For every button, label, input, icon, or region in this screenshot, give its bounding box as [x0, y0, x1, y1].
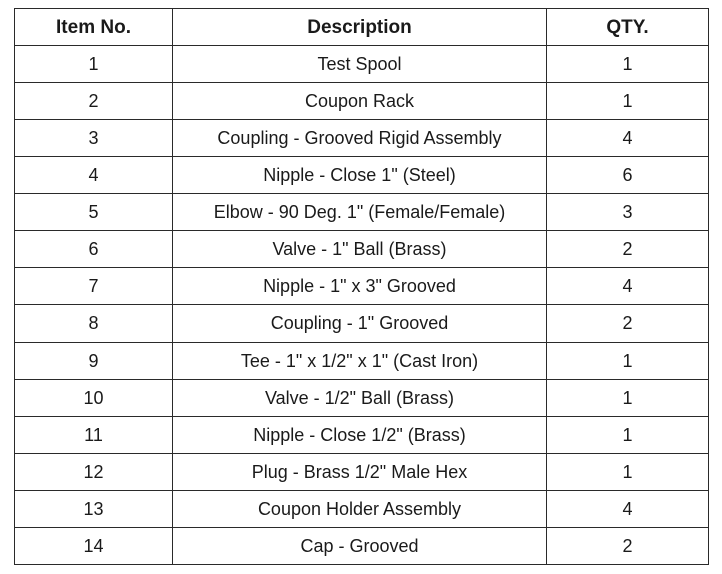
quantity-cell: 4 [547, 490, 709, 527]
item-number-cell: 14 [15, 527, 173, 564]
description-cell: Coupon Rack [173, 83, 547, 120]
quantity-cell: 1 [547, 379, 709, 416]
description-cell: Test Spool [173, 46, 547, 83]
table-header [15, 9, 709, 46]
item-number-cell: 12 [15, 453, 173, 490]
table-row [15, 453, 709, 490]
column-header-item-no: Item No. [15, 9, 173, 46]
table-body [15, 46, 709, 565]
item-number-cell: 5 [15, 194, 173, 231]
quantity-cell: 2 [547, 527, 709, 564]
description-cell: Coupling - 1" Grooved [173, 305, 547, 342]
parts-list-table [14, 8, 709, 565]
description-cell: Elbow - 90 Deg. 1" (Female/Female) [173, 194, 547, 231]
quantity-cell: 4 [547, 120, 709, 157]
table-row [15, 305, 709, 342]
table-row [15, 268, 709, 305]
item-number-cell: 10 [15, 379, 173, 416]
header-row [15, 9, 709, 46]
quantity-cell: 1 [547, 453, 709, 490]
column-header-qty: QTY. [547, 9, 709, 46]
table-row [15, 231, 709, 268]
quantity-cell: 4 [547, 268, 709, 305]
description-cell: Valve - 1/2" Ball (Brass) [173, 379, 547, 416]
item-number-cell: 6 [15, 231, 173, 268]
quantity-cell: 6 [547, 157, 709, 194]
description-cell: Nipple - Close 1/2" (Brass) [173, 416, 547, 453]
table-row [15, 157, 709, 194]
item-number-cell: 9 [15, 342, 173, 379]
table-row [15, 416, 709, 453]
description-cell: Nipple - Close 1" (Steel) [173, 157, 547, 194]
quantity-cell: 1 [547, 342, 709, 379]
description-cell: Tee - 1" x 1/2" x 1" (Cast Iron) [173, 342, 547, 379]
table-row [15, 490, 709, 527]
description-cell: Valve - 1" Ball (Brass) [173, 231, 547, 268]
quantity-cell: 1 [547, 83, 709, 120]
quantity-cell: 2 [547, 305, 709, 342]
table-row [15, 83, 709, 120]
table-row [15, 120, 709, 157]
description-cell: Cap - Grooved [173, 527, 547, 564]
description-cell: Coupon Holder Assembly [173, 490, 547, 527]
quantity-cell: 2 [547, 231, 709, 268]
column-header-description: Description [173, 9, 547, 46]
table-row [15, 527, 709, 564]
item-number-cell: 13 [15, 490, 173, 527]
table-row [15, 46, 709, 83]
table-row [15, 194, 709, 231]
table-row [15, 342, 709, 379]
item-number-cell: 3 [15, 120, 173, 157]
description-cell: Plug - Brass 1/2" Male Hex [173, 453, 547, 490]
description-cell: Coupling - Grooved Rigid Assembly [173, 120, 547, 157]
item-number-cell: 2 [15, 83, 173, 120]
item-number-cell: 8 [15, 305, 173, 342]
table-row [15, 379, 709, 416]
item-number-cell: 11 [15, 416, 173, 453]
quantity-cell: 1 [547, 416, 709, 453]
item-number-cell: 1 [15, 46, 173, 83]
item-number-cell: 7 [15, 268, 173, 305]
item-number-cell: 4 [15, 157, 173, 194]
quantity-cell: 1 [547, 46, 709, 83]
description-cell: Nipple - 1" x 3" Grooved [173, 268, 547, 305]
quantity-cell: 3 [547, 194, 709, 231]
